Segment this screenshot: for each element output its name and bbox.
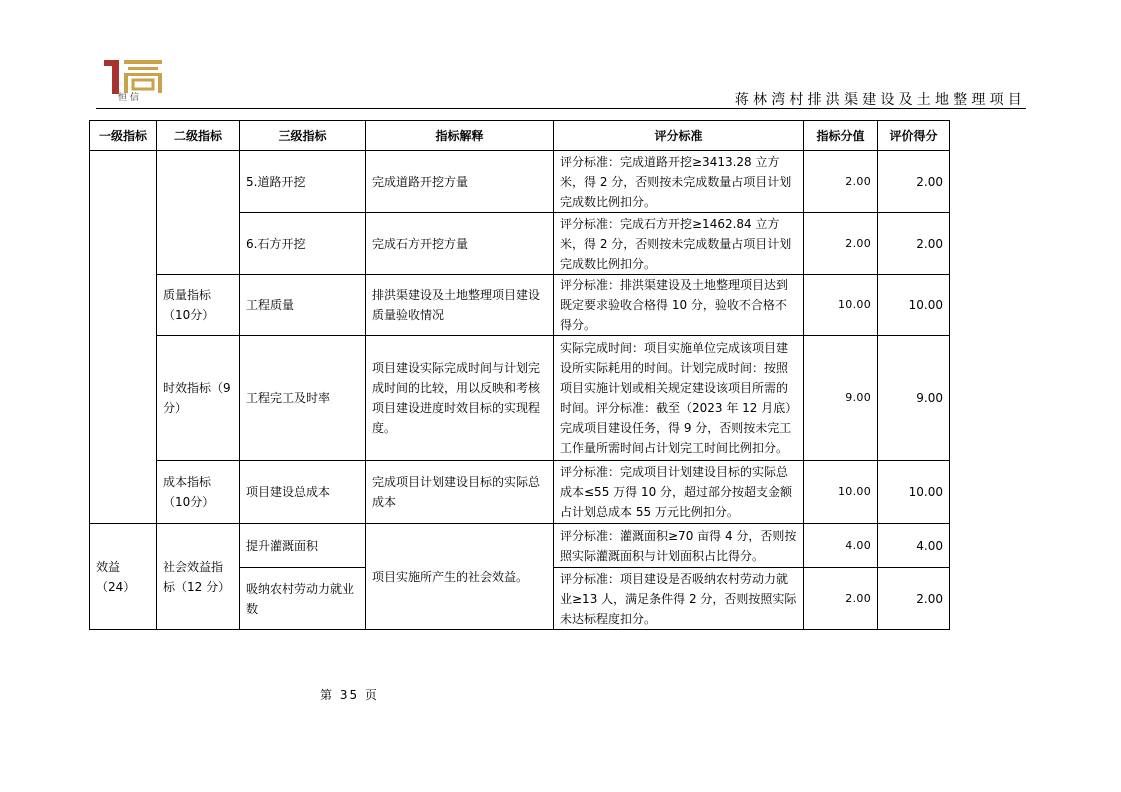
criteria-cell: 评分标准：项目建设是否吸纳农村劳动力就业≥13 人，满足条件得 2 分，否则按照实际未达标程度扣分。 — [554, 568, 804, 630]
value-cell: 9.00 — [804, 336, 878, 461]
value-cell: 2.00 — [804, 568, 878, 630]
explanation-cell: 项目建设实际完成时间与计划完成时间的比较，用以反映和考核项目建设进度时效目标的实现程度。 — [366, 336, 554, 461]
level1-cell: 效益（24） — [90, 524, 157, 630]
header-level2: 二级指标 — [157, 121, 240, 151]
score-cell: 10.00 — [878, 461, 950, 524]
value-cell: 10.00 — [804, 275, 878, 336]
level3-cell: 提升灌溉面积 — [240, 524, 366, 568]
score-cell: 4.00 — [878, 524, 950, 568]
criteria-cell: 评分标准：排洪渠建设及土地整理项目达到既定要求验收合格得 10 分，验收不合格不得分。 — [554, 275, 804, 336]
header-level3: 三级指标 — [240, 121, 366, 151]
criteria-cell: 评分标准：完成道路开挖≥3413.28 立方米，得 2 分，否则按未完成数量占项目计划完成数比例扣分。 — [554, 151, 804, 213]
header-level1: 一级指标 — [90, 121, 157, 151]
level3-cell: 吸纳农村劳动力就业数 — [240, 568, 366, 630]
header-score: 评价得分 — [878, 121, 950, 151]
page-number: 第 35 页 — [320, 688, 379, 702]
score-cell: 2.00 — [878, 568, 950, 630]
level3-cell: 5.道路开挖 — [240, 151, 366, 213]
criteria-cell: 评分标准：灌溉面积≥70 亩得 4 分，否则按照实际灌溉面积与计划面积占比得分。 — [554, 524, 804, 568]
header-divider — [96, 108, 1026, 109]
level3-cell: 项目建设总成本 — [240, 461, 366, 524]
level3-cell: 工程质量 — [240, 275, 366, 336]
value-cell: 4.00 — [804, 524, 878, 568]
level1-cell — [90, 151, 157, 524]
table-row — [90, 461, 950, 524]
header-explanation: 指标解释 — [366, 121, 554, 151]
explanation-cell: 排洪渠建设及土地整理项目建设质量验收情况 — [366, 275, 554, 336]
level2-cell: 质量指标（10分） — [157, 275, 240, 336]
header-value: 指标分值 — [804, 121, 878, 151]
level2-cell: 成本指标（10分） — [157, 461, 240, 524]
score-cell: 10.00 — [878, 275, 950, 336]
table-row — [90, 151, 950, 213]
explanation-cell: 完成石方开挖方量 — [366, 213, 554, 275]
criteria-cell: 评分标准：完成项目计划建设目标的实际总成本≤55 万得 10 分，超过部分按超支金额占计划总成本 55 万元比例扣分。 — [554, 461, 804, 524]
level3-cell: 工程完工及时率 — [240, 336, 366, 461]
explanation-cell: 项目实施所产生的社会效益。 — [366, 524, 554, 630]
level2-cell — [157, 151, 240, 275]
value-cell: 2.00 — [804, 213, 878, 275]
score-cell: 2.00 — [878, 151, 950, 213]
score-cell: 2.00 — [878, 213, 950, 275]
value-cell: 2.00 — [804, 151, 878, 213]
table-header-row — [90, 121, 950, 151]
table-row — [90, 275, 950, 336]
explanation-cell: 完成道路开挖方量 — [366, 151, 554, 213]
table-row — [90, 336, 950, 461]
level2-cell: 社会效益指标（12 分） — [157, 524, 240, 630]
criteria-cell: 实际完成时间：项目实施单位完成该项目建设所实际耗用的时间。计划完成时间：按照项目实施计划或相关规定建设该项目所需的时间。评分标准：截至（2023 年 12 月底）完成项目建设任务，得 9 分，否则按未完工工作量所需时间占计划完工时间比例扣分。 — [554, 336, 804, 461]
scoring-table — [89, 120, 950, 630]
criteria-cell: 评分标准：完成石方开挖≥1462.84 立方米，得 2 分，否则按未完成数量占项目计划完成数比例扣分。 — [554, 213, 804, 275]
explanation-cell: 完成项目计划建设目标的实际总成本 — [366, 461, 554, 524]
header-criteria: 评分标准 — [554, 121, 804, 151]
value-cell: 10.00 — [804, 461, 878, 524]
level2-cell: 时效指标（9分） — [157, 336, 240, 461]
logo-text: 恒信 — [118, 93, 143, 103]
score-cell: 9.00 — [878, 336, 950, 461]
project-title: 蒋林湾村排洪渠建设及土地整理项目 — [734, 92, 1026, 108]
table-row — [90, 524, 950, 568]
level3-cell: 6.石方开挖 — [240, 213, 366, 275]
